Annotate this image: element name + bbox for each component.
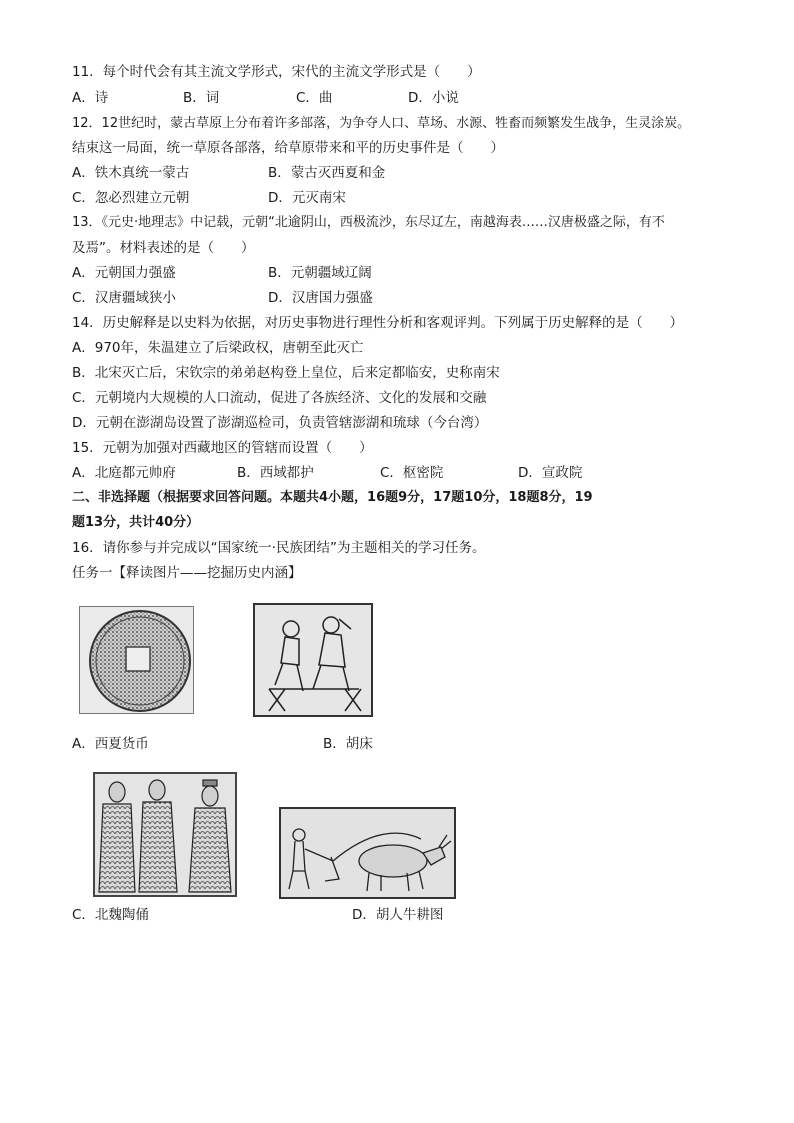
q14-stem: 14．历史解释是以史料为依据，对历史事物进行理性分析和客观评判。下列属于历史解释的是（ ） (72, 315, 684, 331)
q12-option-d: D．元灭南宋 (268, 190, 346, 206)
q12-stem-line2: 结束这一局面，统一草原各部落，给草原带来和平的历史事件是（ ） (72, 140, 504, 156)
q11-option-b: B．词 (183, 90, 220, 106)
q14-option-c: C．元朝境内大规模的人口流动，促进了各族经济、文化的发展和交融 (72, 390, 487, 406)
q12-option-c: C．忽必烈建立元朝 (72, 190, 190, 206)
hu-bed-image (253, 603, 373, 717)
xixia-coin-image (79, 606, 194, 714)
q12-option-b: B．蒙古灭西夏和金 (268, 165, 386, 181)
q14-option-a: A．970年，朱温建立了后梁政权，唐朝至此灭亡 (72, 340, 364, 356)
q12-stem-line1: 12．12世纪时，蒙古草原上分布着许多部落，为争夺人口、草场、水源、牲畜而频繁发生战争，生灵涂炭。 (72, 116, 691, 131)
q16-stem: 16．请你参与并完成以“国家统一·民族团结”为主题相关的学习任务。 (72, 540, 486, 556)
q15-stem: 15．元朝为加强对西藏地区的管辖而设置（ ） (72, 440, 373, 456)
caption-a: A．西夏货币 (72, 736, 149, 752)
q11-option-d: D．小说 (408, 90, 459, 106)
northern-wei-figurines-image (93, 772, 237, 897)
q13-option-c: C．汉唐疆域狭小 (72, 290, 176, 306)
q13-stem-line1: 13．《元史·地理志》中记载，元朝“北逾阴山，西极流沙，东尽辽左，南越海表……汉唐极盛之际，有不 (72, 215, 665, 230)
q13-stem-line2: 及焉”。材料表述的是（ ） (72, 240, 255, 256)
section2-heading-line1: 二、非选择题（根据要求回答问题。本题共4小题，16题9分，17题10分，18题8分，19 (72, 490, 593, 505)
q11-option-c: C．曲 (296, 90, 333, 106)
q16-task1-title: 任务一【释读图片——挖掘历史内涵】 (72, 565, 302, 581)
caption-b: B．胡床 (323, 736, 373, 752)
q13-option-d: D．汉唐国力强盛 (268, 290, 373, 306)
q13-option-b: B．元朝疆域辽阔 (268, 265, 372, 281)
caption-d: D．胡人牛耕图 (352, 907, 444, 923)
q15-option-d: D．宣政院 (518, 465, 583, 481)
q15-option-a: A．北庭都元帅府 (72, 465, 176, 481)
q14-option-d: D．元朝在澎湖岛设置了澎湖巡检司，负责管辖澎湖和琉球（今台湾） (72, 415, 488, 431)
caption-c: C．北魏陶俑 (72, 907, 149, 923)
ox-ploughing-image (279, 807, 456, 899)
q13-option-a: A．元朝国力强盛 (72, 265, 176, 281)
q15-option-c: C．枢密院 (380, 465, 444, 481)
q15-option-b: B．西域都护 (237, 465, 314, 481)
q11-option-a: A．诗 (72, 90, 109, 106)
section2-heading-line2: 题13分，共计40分） (72, 515, 200, 530)
q14-option-b: B．北宋灭亡后，宋钦宗的弟弟赵构登上皇位，后来定都临安，史称南宋 (72, 365, 500, 381)
q11-stem: 11．每个时代会有其主流文学形式，宋代的主流文学形式是（ ） (72, 64, 481, 80)
q12-option-a: A．铁木真统一蒙古 (72, 165, 190, 181)
